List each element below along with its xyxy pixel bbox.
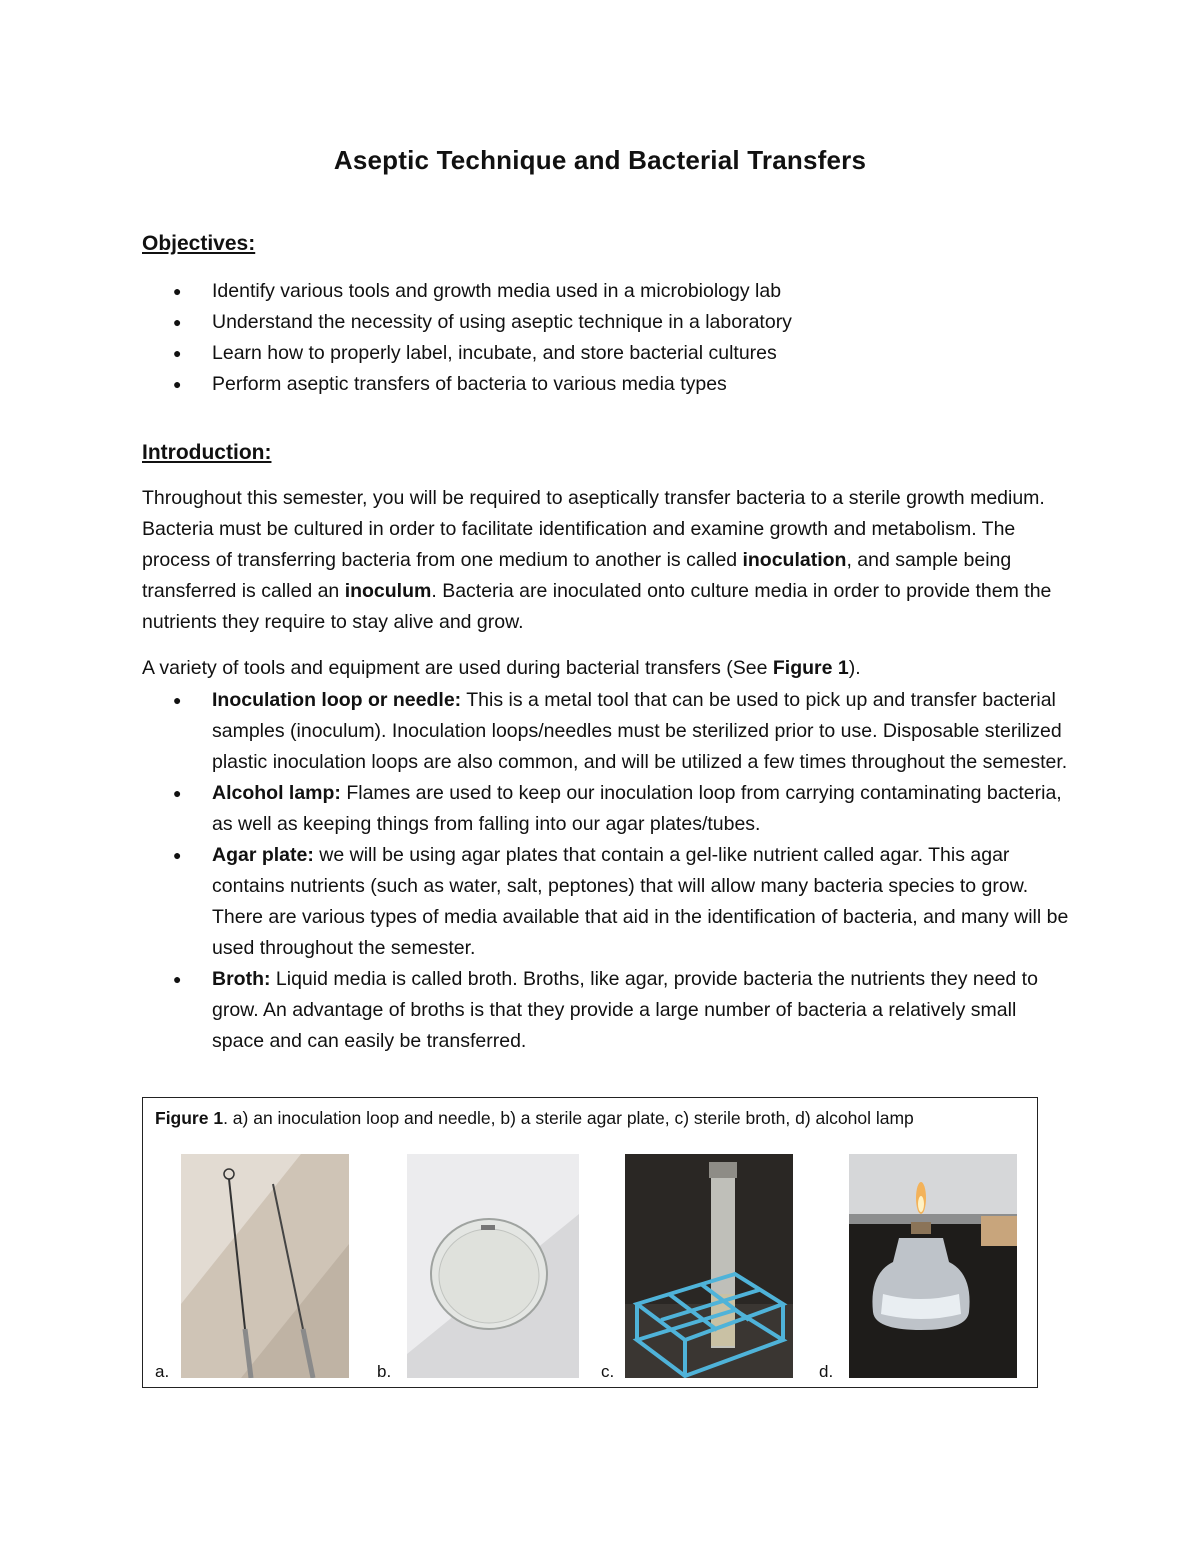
panel-label-b: b. (377, 1362, 392, 1381)
tool-description: Flames are used to keep our inoculation loop from carrying contaminating bacteria, as well as keeping things from falling into our agar plates/tubes. (212, 782, 1062, 835)
tool-term: Broth: (212, 968, 271, 990)
intro-text: , and sample being transferred is called an (142, 549, 1012, 602)
intro-text: . Bacteria are inoculated onto culture media in order to provide them the nutrients they require to stay alive and grow. (142, 580, 1052, 633)
introduction-heading: Introduction: (142, 441, 272, 464)
figure-caption-text: . a) an inoculation loop and needle, b) a sterile agar plate, c) sterile broth, d) alcohol lamp (223, 1108, 914, 1128)
intro-text: A variety of tools and equipment are used during bacterial transfers (See (142, 657, 773, 679)
list-item (142, 685, 1072, 778)
figure-label: Figure 1 (155, 1108, 224, 1128)
photo-sterile-broth (625, 1154, 793, 1378)
panel-label-c: c. (601, 1362, 615, 1381)
term-inoculation: inoculation (742, 549, 847, 571)
tool-description: This is a metal tool that can be used to pick up and transfer bacterial samples (inoculum). Inoculation loops/needles must be sterilized prior to use. Disposable sterilized plastic inoculation loops are also common, and will be utilized a few times throughout the semester. (212, 689, 1068, 773)
photo-inoculation-loop-and-needle (181, 1154, 349, 1378)
panel-label-d: d. (819, 1362, 834, 1381)
figure-caption (155, 1108, 914, 1129)
panel-label-a: a. (155, 1362, 170, 1381)
photo-agar-plate (407, 1154, 579, 1378)
tool-term: Agar plate: (212, 844, 314, 866)
list-item: ● Perform aseptic transfers of bacteria to various media types (142, 369, 792, 400)
tool-term: Inoculation loop or needle: (212, 689, 462, 711)
term-inoculum: inoculum (344, 580, 432, 602)
tools-list (142, 685, 1072, 1057)
list-item (142, 964, 1072, 1057)
figure-1 (142, 1097, 1038, 1388)
tool-term: Alcohol lamp: (212, 782, 341, 804)
tool-description: we will be using agar plates that contain a gel-like nutrient called agar. This agar contains nutrients (such as water, salt, peptones) that will allow many bacteria species to grow. There are various types of media available that aid in the identification of bacteria, and many will be used throughout the semester. (212, 844, 1069, 959)
list-item (142, 778, 1072, 840)
page-title: Aseptic Technique and Bacterial Transfers (333, 145, 867, 175)
intro-paragraph-1 (142, 483, 1062, 638)
tool-description: Liquid media is called broth. Broths, like agar, provide bacteria the nutrients they need to grow. An advantage of broths is that they provide a large number of bacteria a relatively small space and can easily be transferred. (212, 968, 1038, 1052)
intro-paragraph-2 (142, 653, 1062, 684)
intro-text: ). (848, 657, 861, 679)
list-item: ● Identify various tools and growth media used in a microbiology lab (142, 276, 792, 307)
figure-reference: Figure 1 (772, 657, 849, 679)
objectives-list (142, 276, 792, 400)
intro-text: Throughout this semester, you will be required to aseptically transfer bacteria to a sterile growth medium. Bacteria must be cultured in order to facilitate identification and examine growth and metabolism. The process of transferring bacteria from one medium to another is called (142, 487, 1045, 571)
list-item: ● Learn how to properly label, incubate, and store bacterial cultures (142, 338, 792, 369)
photo-alcohol-lamp (849, 1154, 1017, 1378)
objectives-heading: Objectives: (142, 232, 256, 255)
list-item (142, 840, 1072, 964)
list-item: ● Understand the necessity of using aseptic technique in a laboratory (142, 307, 792, 338)
